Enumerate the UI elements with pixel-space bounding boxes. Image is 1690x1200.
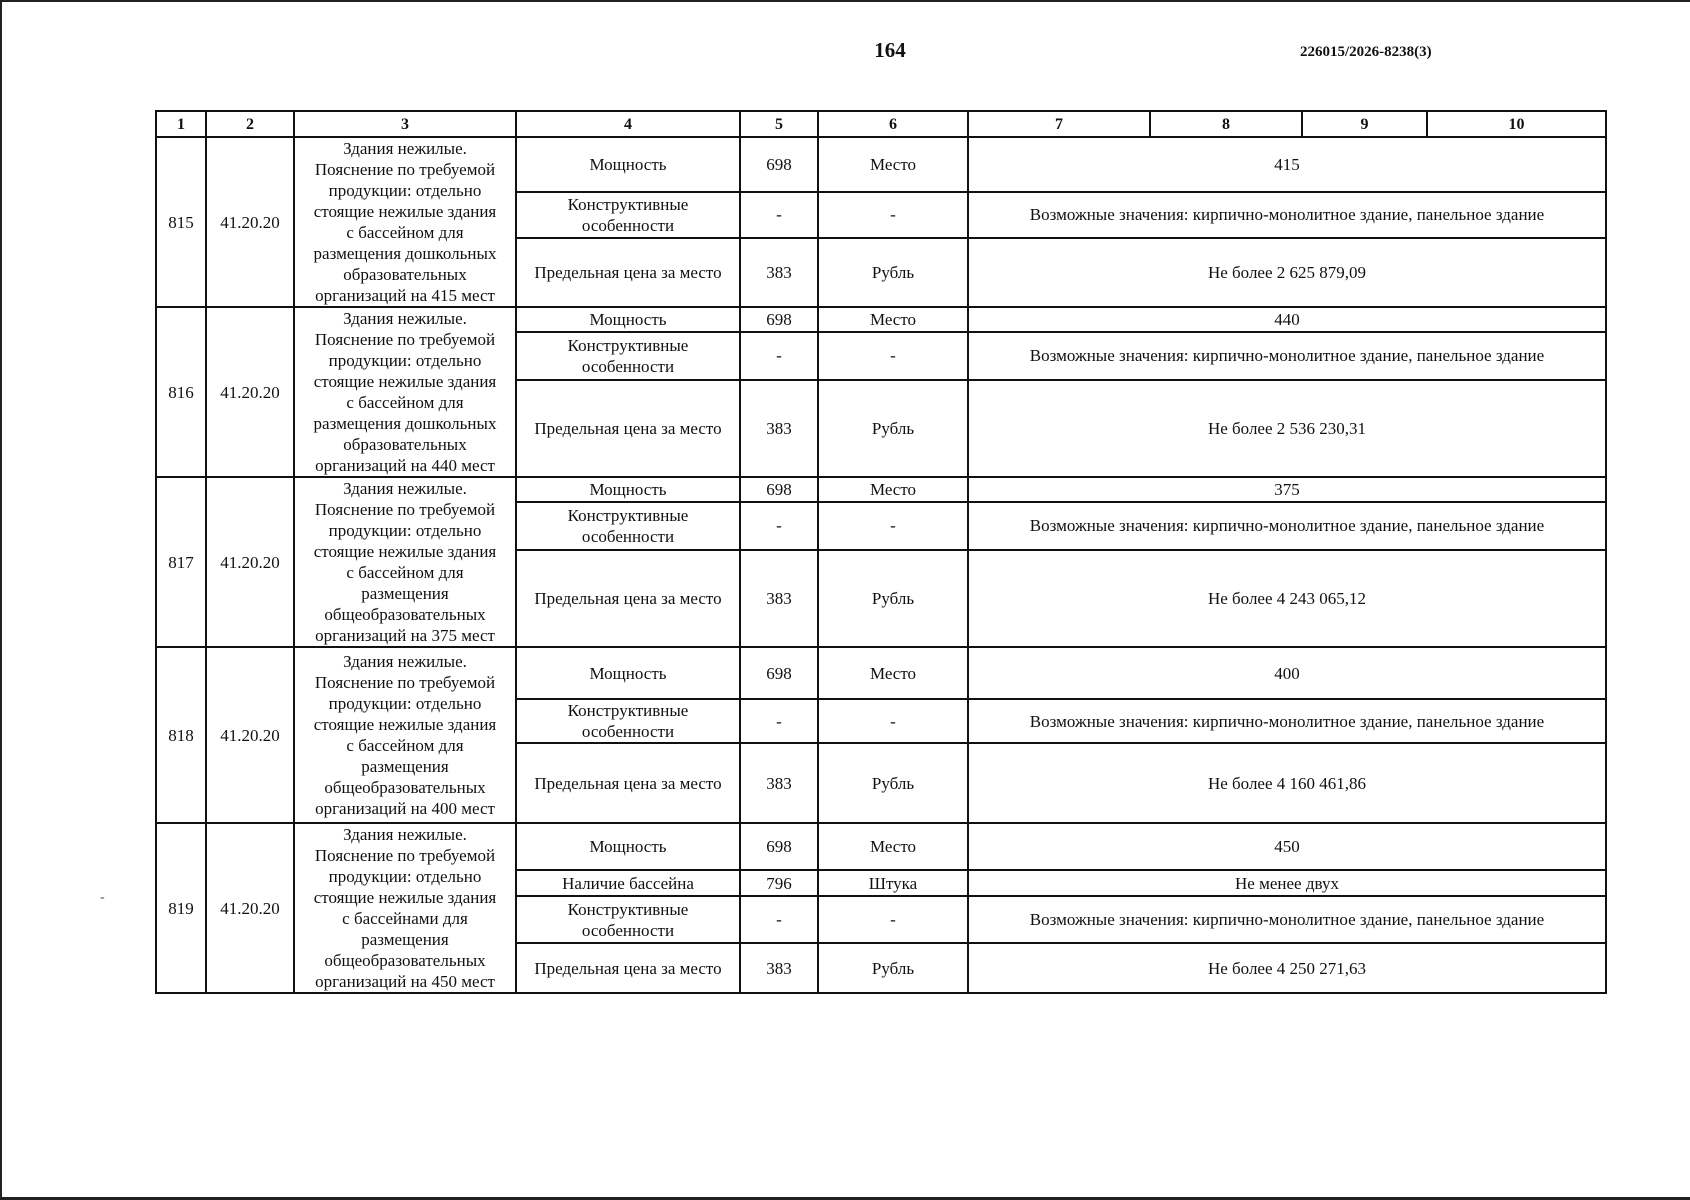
description-line: организаций на 375 мест: [315, 626, 495, 645]
description-line: стоящие нежилые здания: [313, 888, 497, 907]
registry-table: [155, 110, 1607, 994]
characteristic-name: Предельная цена за место: [516, 550, 740, 647]
description-line: Пояснение по требуемой: [314, 160, 496, 179]
column-header: 6: [818, 111, 968, 137]
characteristic-value: Возможные значения: кирпично-монолитное здание, панельное здание: [968, 896, 1606, 943]
description-line: размещения: [361, 930, 449, 949]
column-header: 5: [740, 111, 818, 137]
description-line: организаций на 400 мест: [315, 799, 495, 818]
unit-name: Рубль: [818, 943, 968, 993]
characteristic-value: 375: [968, 477, 1606, 502]
table-body: [156, 137, 1606, 993]
unit-name: Место: [818, 823, 968, 870]
unit-name: Рубль: [818, 238, 968, 307]
characteristic-value: Возможные значения: кирпично-монолитное здание, панельное здание: [968, 502, 1606, 550]
row-number: 815: [156, 137, 206, 307]
okei-code: 698: [740, 647, 818, 699]
product-description: [294, 477, 516, 647]
okei-code: 383: [740, 380, 818, 477]
unit-name: -: [818, 332, 968, 380]
characteristic-value: Не более 4 243 065,12: [968, 550, 1606, 647]
characteristic-name: Мощность: [516, 137, 740, 192]
okei-code: -: [740, 192, 818, 238]
characteristic-name: Конструктивные особенности: [516, 502, 740, 550]
characteristic-value: 440: [968, 307, 1606, 332]
description-line: с бассейнами для: [342, 909, 468, 928]
okpd-code: 41.20.20: [206, 823, 294, 993]
product-description: [294, 647, 516, 823]
unit-name: -: [818, 699, 968, 743]
row-number: 819: [156, 823, 206, 993]
description-line: размещения дошкольных: [313, 244, 497, 263]
product-description: [294, 137, 516, 307]
characteristic-name: Наличие бассейна: [516, 870, 740, 896]
okpd-code: 41.20.20: [206, 477, 294, 647]
characteristic-value: Возможные значения: кирпично-монолитное здание, панельное здание: [968, 332, 1606, 380]
characteristic-name: Мощность: [516, 307, 740, 332]
unit-name: -: [818, 896, 968, 943]
description-line: с бассейном для: [346, 223, 464, 242]
description-line: Пояснение по требуемой: [314, 846, 496, 865]
description-line: организаций на 415 мест: [315, 286, 495, 305]
description-line: Пояснение по требуемой: [314, 673, 496, 692]
okei-code: -: [740, 699, 818, 743]
column-header: 7: [968, 111, 1150, 137]
description-line: продукции: отдельно: [328, 181, 482, 200]
characteristic-name: Предельная цена за место: [516, 943, 740, 993]
description-line: Здания нежилые.: [343, 139, 467, 158]
characteristic-value: Не менее двух: [968, 870, 1606, 896]
characteristic-name: Конструктивные особенности: [516, 192, 740, 238]
description-line: организаций на 440 мест: [315, 456, 495, 475]
description-line: Пояснение по требуемой: [314, 500, 496, 519]
description-line: с бассейном для: [346, 736, 464, 755]
column-header: 8: [1150, 111, 1302, 137]
unit-name: Место: [818, 477, 968, 502]
table-row: [156, 647, 1606, 699]
row-number: 817: [156, 477, 206, 647]
okei-code: 383: [740, 550, 818, 647]
okei-code: 698: [740, 823, 818, 870]
unit-name: -: [818, 192, 968, 238]
okpd-code: 41.20.20: [206, 137, 294, 307]
okei-code: -: [740, 502, 818, 550]
table-row: [156, 477, 1606, 502]
column-number-row: [156, 111, 1606, 137]
description-line: Здания нежилые.: [343, 309, 467, 328]
description-line: размещения: [361, 757, 449, 776]
description-line: Здания нежилые.: [343, 825, 467, 844]
characteristic-name: Мощность: [516, 647, 740, 699]
characteristic-name: Мощность: [516, 477, 740, 502]
okpd-code: 41.20.20: [206, 647, 294, 823]
description-line: продукции: отдельно: [328, 694, 482, 713]
characteristic-name: Предельная цена за место: [516, 380, 740, 477]
unit-name: Рубль: [818, 743, 968, 823]
description-line: стоящие нежилые здания: [313, 202, 497, 221]
okei-code: 698: [740, 477, 818, 502]
column-header: 9: [1302, 111, 1427, 137]
description-line: организаций на 450 мест: [315, 972, 495, 991]
column-header: 4: [516, 111, 740, 137]
unit-name: Рубль: [818, 550, 968, 647]
description-line: продукции: отдельно: [328, 521, 482, 540]
okei-code: 383: [740, 743, 818, 823]
characteristic-name: Предельная цена за место: [516, 743, 740, 823]
okei-code: -: [740, 896, 818, 943]
characteristic-value: Не более 2 536 230,31: [968, 380, 1606, 477]
description-line: стоящие нежилые здания: [313, 715, 497, 734]
characteristic-value: 450: [968, 823, 1606, 870]
description-line: общеобразовательных: [324, 951, 486, 970]
page-number: 164: [874, 38, 906, 62]
column-header: 10: [1427, 111, 1606, 137]
description-line: продукции: отдельно: [328, 351, 482, 370]
characteristic-value: Возможные значения: кирпично-монолитное здание, панельное здание: [968, 192, 1606, 238]
description-line: с бассейном для: [346, 563, 464, 582]
description-line: образовательных: [343, 265, 467, 284]
description-line: размещения дошкольных: [313, 414, 497, 433]
table-row: [156, 137, 1606, 192]
description-line: размещения: [361, 584, 449, 603]
characteristic-name: Предельная цена за место: [516, 238, 740, 307]
unit-name: -: [818, 502, 968, 550]
characteristic-value: 400: [968, 647, 1606, 699]
characteristic-value: Возможные значения: кирпично-монолитное здание, панельное здание: [968, 699, 1606, 743]
characteristic-name: Мощность: [516, 823, 740, 870]
characteristic-name: Конструктивные особенности: [516, 896, 740, 943]
unit-name: Штука: [818, 870, 968, 896]
row-number: 818: [156, 647, 206, 823]
document-id: 226015/2026-8238(3): [1300, 44, 1432, 60]
okei-code: 383: [740, 943, 818, 993]
product-description: [294, 823, 516, 993]
table-row: [156, 307, 1606, 332]
characteristic-value: 415: [968, 137, 1606, 192]
description-line: стоящие нежилые здания: [313, 542, 497, 561]
column-header: 1: [156, 111, 206, 137]
characteristic-name: Конструктивные особенности: [516, 699, 740, 743]
description-line: с бассейном для: [346, 393, 464, 412]
okei-code: 698: [740, 137, 818, 192]
unit-name: Место: [818, 307, 968, 332]
product-description: [294, 307, 516, 477]
description-line: продукции: отдельно: [328, 867, 482, 886]
okei-code: 698: [740, 307, 818, 332]
description-line: общеобразовательных: [324, 778, 486, 797]
characteristic-value: Не более 4 250 271,63: [968, 943, 1606, 993]
page-border-top: [0, 0, 1690, 2]
okpd-code: 41.20.20: [206, 307, 294, 477]
description-line: Здания нежилые.: [343, 652, 467, 671]
okei-code: -: [740, 332, 818, 380]
description-line: стоящие нежилые здания: [313, 372, 497, 391]
margin-mark: -: [100, 890, 105, 905]
characteristic-value: Не более 4 160 461,86: [968, 743, 1606, 823]
column-header: 3: [294, 111, 516, 137]
okei-code: 796: [740, 870, 818, 896]
description-line: общеобразовательных: [324, 605, 486, 624]
page-border-left: [0, 0, 2, 1200]
okei-code: 383: [740, 238, 818, 307]
unit-name: Место: [818, 647, 968, 699]
unit-name: Рубль: [818, 380, 968, 477]
column-header: 2: [206, 111, 294, 137]
table-row: [156, 823, 1606, 870]
unit-name: Место: [818, 137, 968, 192]
characteristic-name: Конструктивные особенности: [516, 332, 740, 380]
characteristic-value: Не более 2 625 879,09: [968, 238, 1606, 307]
row-number: 816: [156, 307, 206, 477]
description-line: образовательных: [343, 435, 467, 454]
description-line: Здания нежилые.: [343, 479, 467, 498]
description-line: Пояснение по требуемой: [314, 330, 496, 349]
